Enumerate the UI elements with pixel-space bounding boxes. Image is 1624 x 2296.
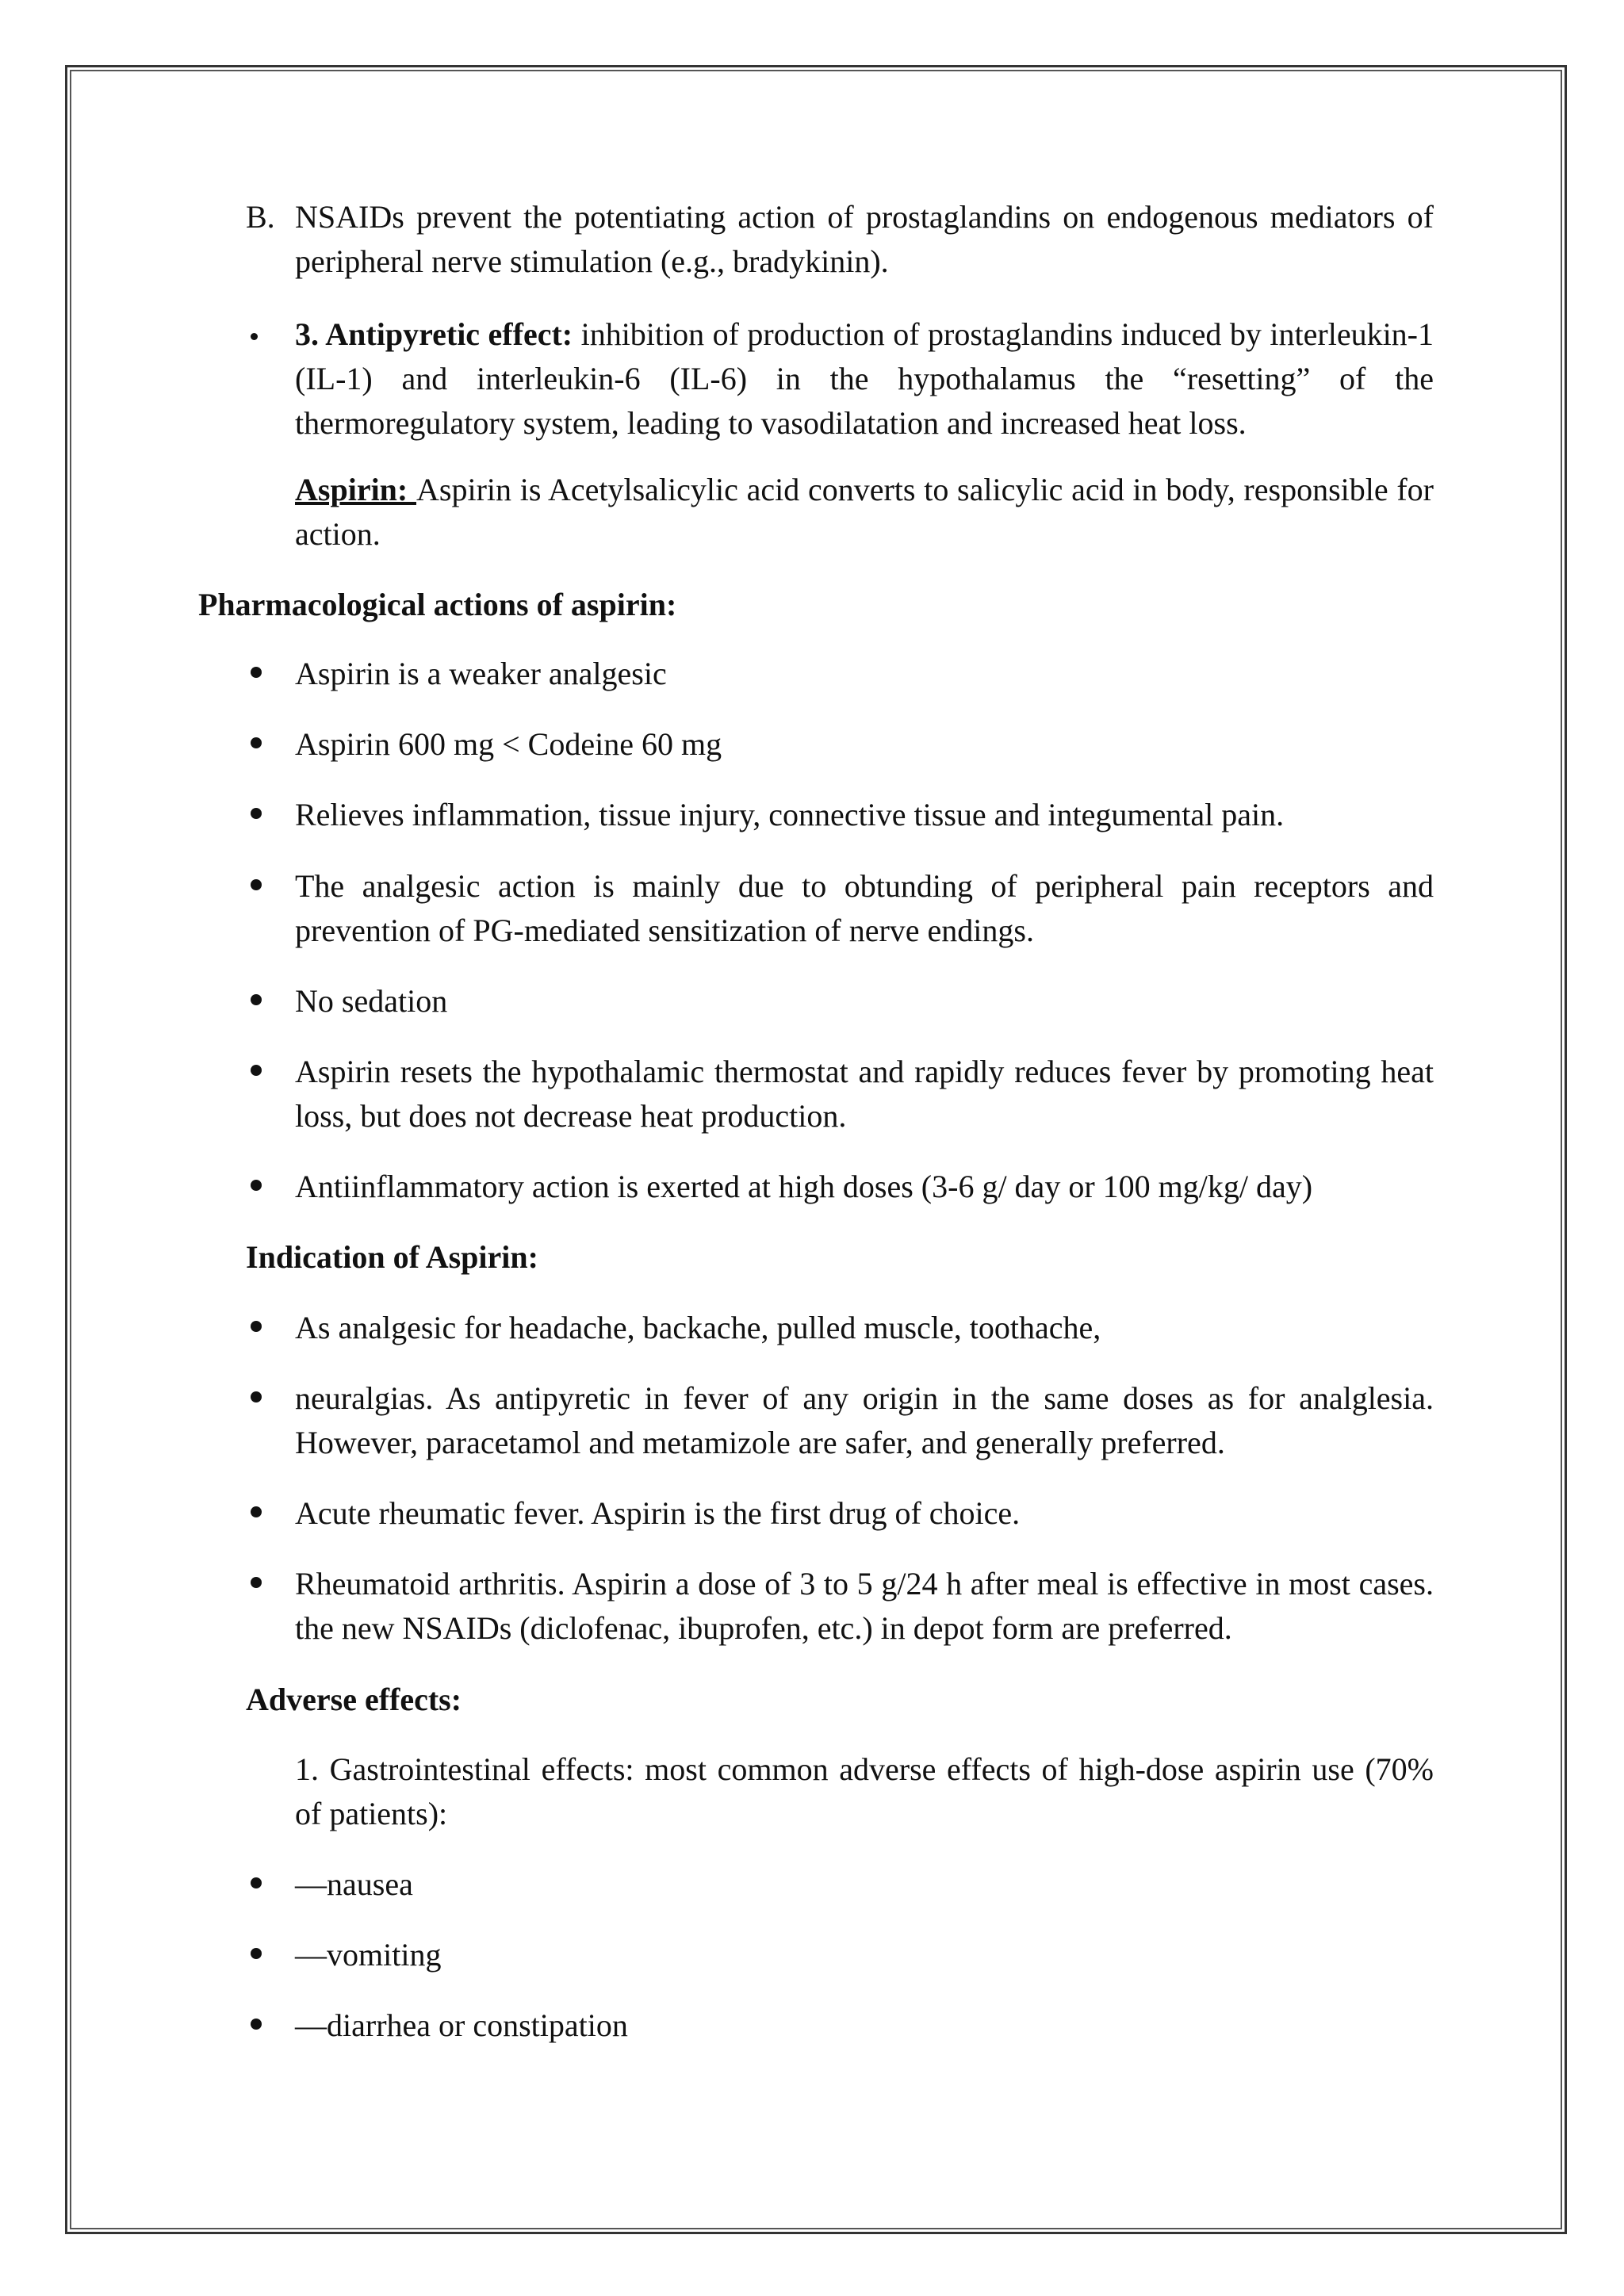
list-marker-b: B. <box>246 199 275 235</box>
list-item: As analgesic for headache, backache, pulled muscle, toothache, <box>295 1310 1101 1345</box>
bullet-icon <box>251 808 262 819</box>
section-b-text: NSAIDs prevent the potentiating action of prostaglandins on endogenous mediators of peripheral nerve stimulation (e.g., bradykinin). <box>295 199 1434 279</box>
pharmacological-heading: Pharmacological actions of aspirin: <box>198 587 677 622</box>
adverse-heading: Adverse effects: <box>246 1682 462 1717</box>
bullet-icon <box>251 333 258 340</box>
list-item: Aspirin resets the hypothalamic thermostat and rapidly reduces fever by promoting heat loss, but does not decrease heat production. <box>295 1054 1434 1134</box>
aspirin-label: Aspirin: <box>295 472 416 507</box>
antipyretic-text: inhibition of production of prostaglandins induced by interleukin-1 (IL-1) and interleukin-6 (IL-6) in the hypothalamus the “resetting” of the thermoregulatory system, leading to vasodilatation and increased heat loss. <box>295 316 1434 441</box>
list-item: Aspirin is a weaker analgesic <box>295 656 667 691</box>
adverse-intro: 1. Gastrointestinal effects: most common adverse effects of high-dose aspirin use (70% of patients): <box>295 1751 1434 1831</box>
bullet-icon <box>251 1877 262 1888</box>
list-item: —nausea <box>295 1866 413 1902</box>
bullet-icon <box>251 1391 262 1402</box>
bullet-icon <box>251 994 262 1005</box>
list-item: Rheumatoid arthritis. Aspirin a dose of 3 to 5 g/24 h after meal is effective in most cases. the new NSAIDs (diclofenac, ibuprofen, etc.) in depot form are preferred. <box>295 1566 1434 1646</box>
antipyretic-title: 3. Antipyretic effect: <box>295 316 573 352</box>
bullet-icon <box>251 879 262 890</box>
list-item: Acute rheumatic fever. Aspirin is the first drug of choice. <box>295 1495 1021 1531</box>
bullet-icon <box>251 737 262 748</box>
bullet-icon <box>251 667 262 678</box>
list-item: neuralgias. As antipyretic in fever of any origin in the same doses as for analglesia. However, paracetamol and metamizole are safer, and generally preferred. <box>295 1380 1434 1460</box>
antipyretic-paragraph <box>295 312 1434 446</box>
bullet-icon <box>251 1948 262 1959</box>
list-item: Antiinflammatory action is exerted at high doses (3-6 g/ day or 100 mg/kg/ day) <box>295 1169 1313 1204</box>
bullet-icon <box>251 1180 262 1191</box>
list-item: No sedation <box>295 983 448 1019</box>
bullet-icon <box>251 2019 262 2030</box>
aspirin-intro-paragraph <box>295 468 1434 557</box>
list-item: Aspirin 600 mg < Codeine 60 mg <box>295 726 722 762</box>
list-item: —vomiting <box>295 1937 442 1973</box>
list-item: Relieves inflammation, tissue injury, connective tissue and integumental pain. <box>295 797 1285 832</box>
list-item: The analgesic action is mainly due to obtunding of peripheral pain receptors and prevention of PG-mediated sensitization of nerve endings. <box>295 868 1434 948</box>
bullet-icon <box>251 1506 262 1517</box>
bullet-icon <box>251 1577 262 1588</box>
list-item: —diarrhea or constipation <box>295 2007 628 2043</box>
aspirin-intro-text: Aspirin is Acetylsalicylic acid converts to salicylic acid in body, responsible for action. <box>295 472 1434 552</box>
indication-heading: Indication of Aspirin: <box>246 1239 538 1275</box>
bullet-icon <box>251 1065 262 1076</box>
bullet-icon <box>251 1321 262 1332</box>
